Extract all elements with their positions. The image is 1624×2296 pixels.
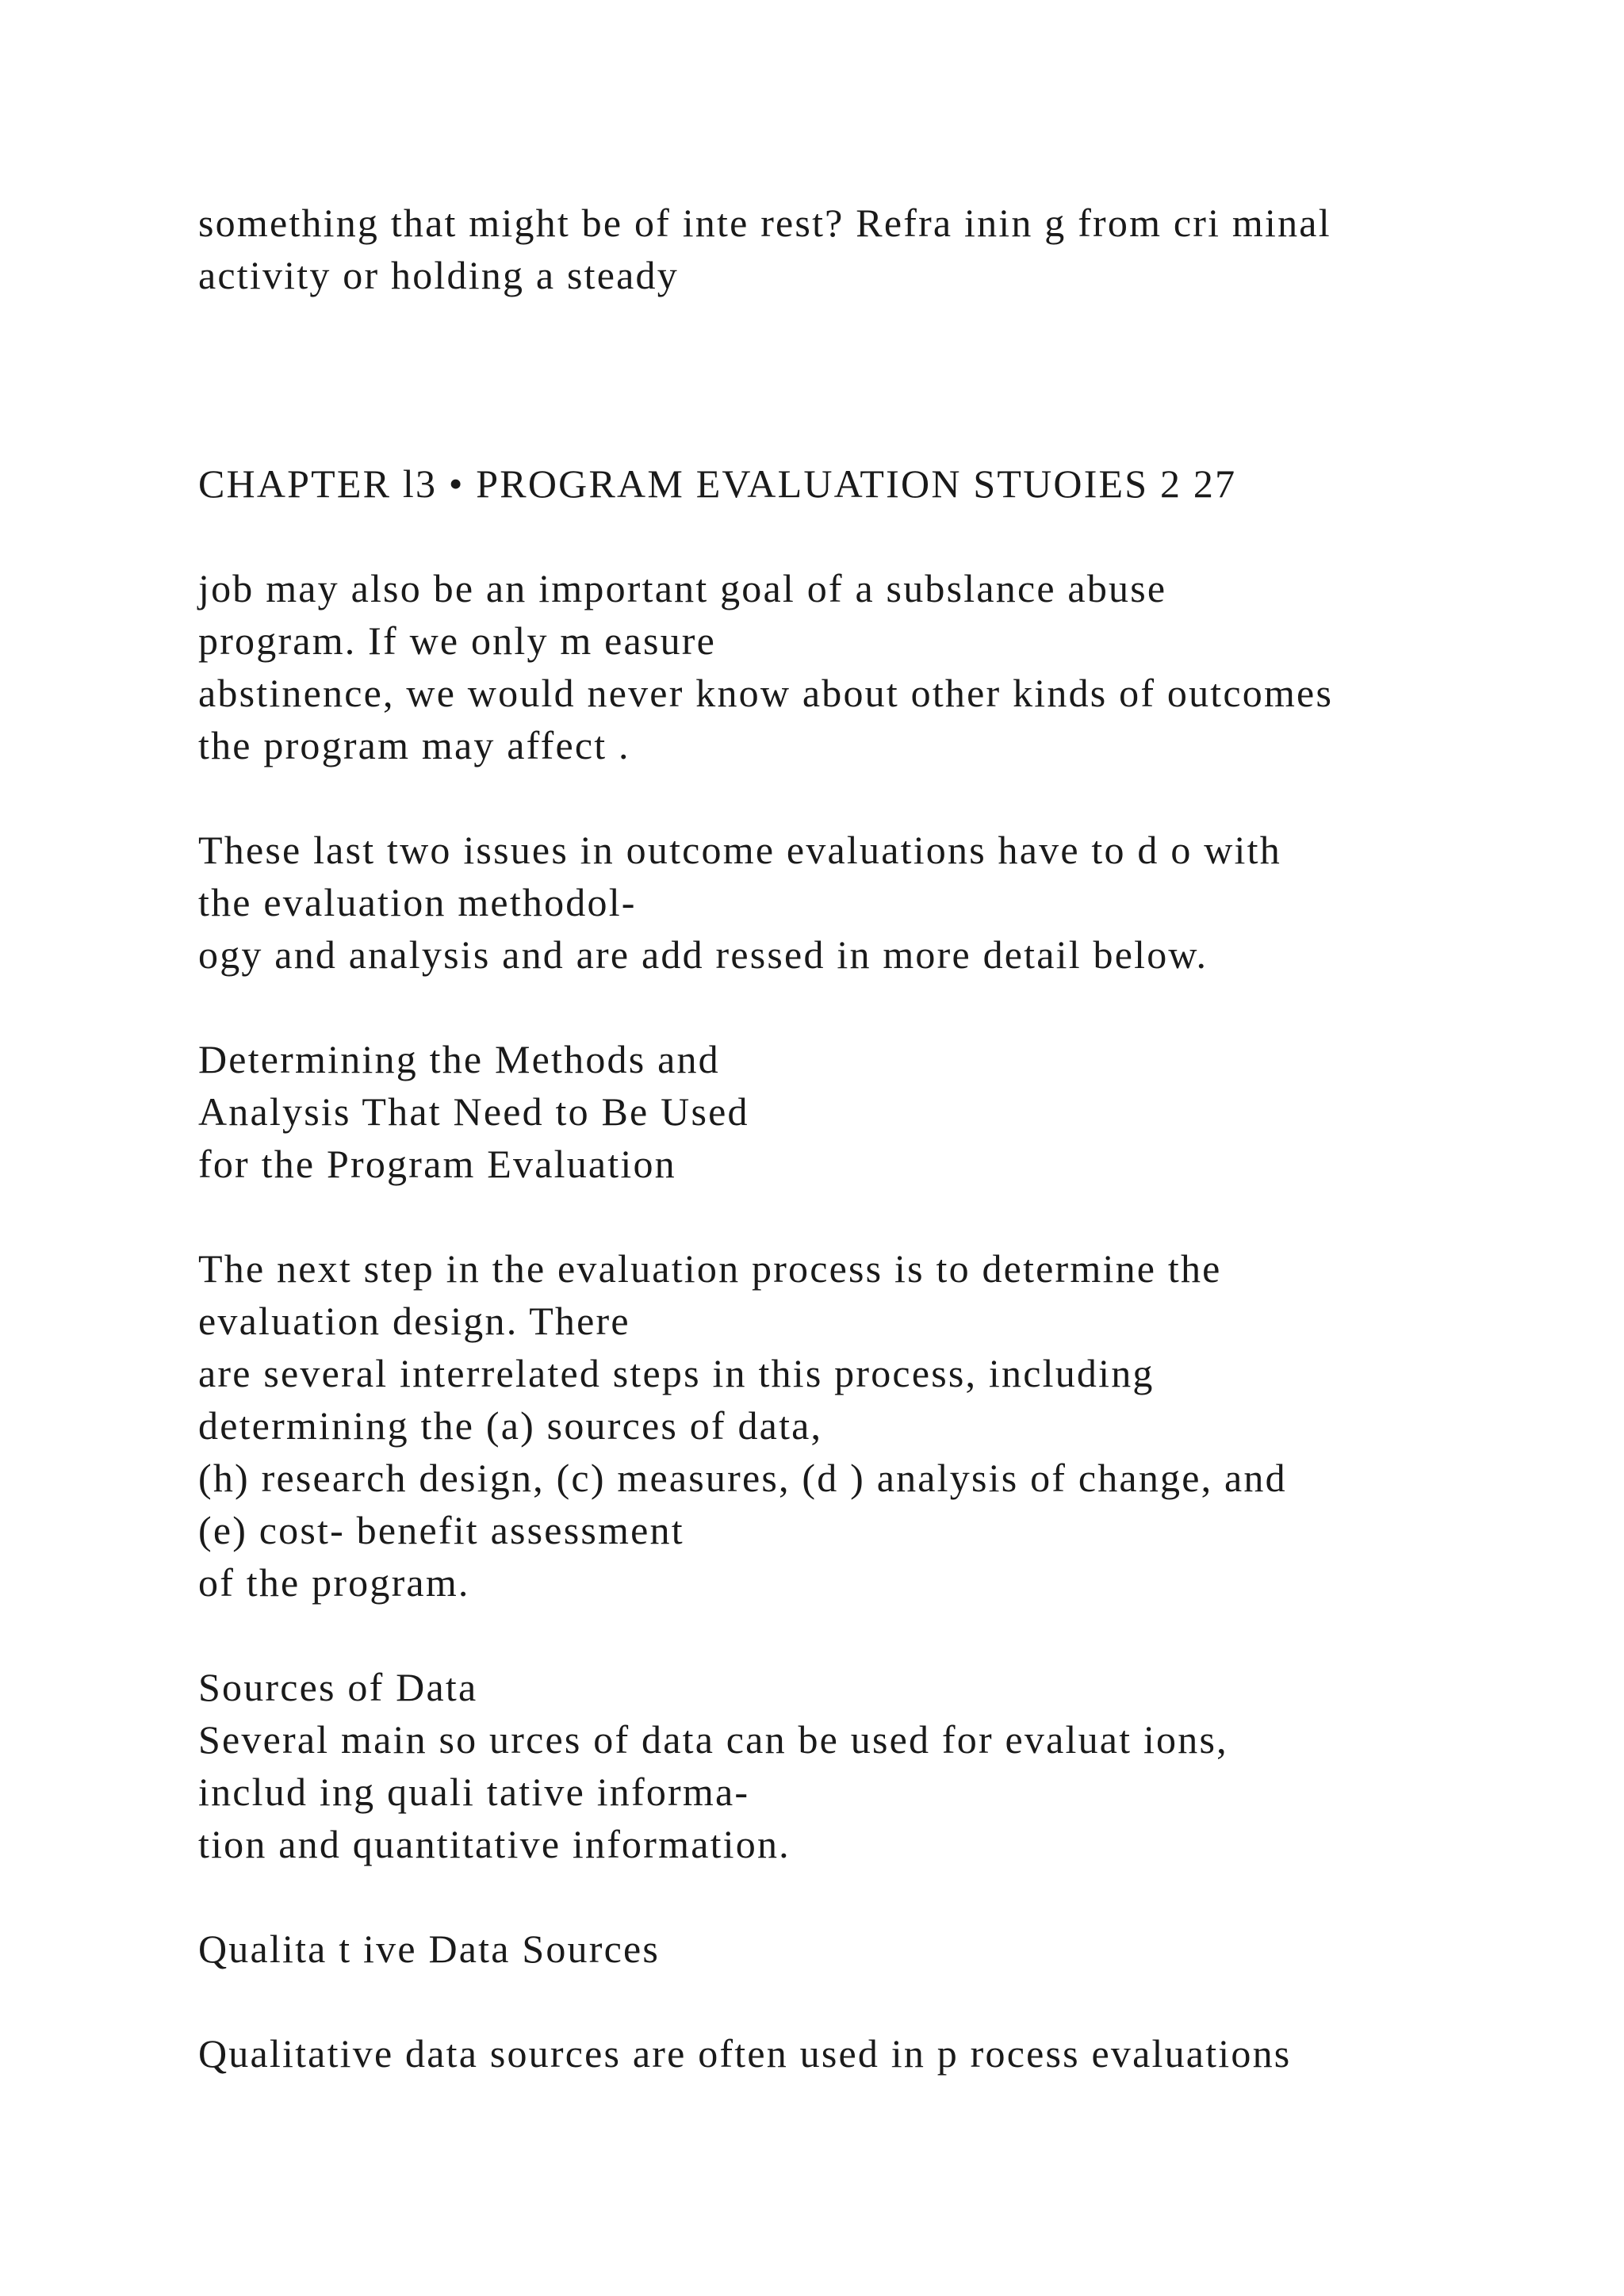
subsection-heading: Sources of Data [198,1665,478,1709]
text-line: (h) research design, (c) measures, (d ) analysis of change, and [198,1456,1287,1500]
text-line: of the program. [198,1560,470,1605]
text-line: the program may affect . [198,723,630,767]
text-line: includ ing quali tative informa- [198,1770,750,1814]
text-line: are several interrelated steps in this process, including [198,1351,1155,1395]
section-heading: Analysis That Need to Be Used [198,1089,749,1134]
chapter-header: CHAPTER l3 • PROGRAM EVALUATION STUOIES 2 27 [198,461,1237,506]
text-line: These last two issues in outcome evaluations have to d o with [198,828,1281,872]
text-line: determining the (a) sources of data, [198,1403,823,1448]
text-line: The next step in the evaluation process is to determine the [198,1246,1222,1291]
text-line: program. If we only m easure [198,618,717,663]
text-line: the evaluation methodol- [198,880,637,924]
text-line: activity or holding a steady [198,253,679,297]
text-line: job may also be an important goal of a subslance abuse [198,566,1167,610]
text-line: tion and quantitative information. [198,1822,791,1866]
text-line: Several main so urces of data can be used for evaluat ions, [198,1717,1228,1762]
section-heading: for the Program Evaluation [198,1142,676,1186]
text-line: Qualitative data sources are often used in p rocess evaluations [198,2031,1292,2076]
text-line: something that might be of inte rest? Refra inin g from cri minal [198,201,1331,245]
text-line: abstinence, we would never know about other kinds of outcomes [198,671,1334,715]
subsection-heading: Qualita t ive Data Sources [198,1927,661,1971]
text-line: (e) cost- benefit assessment [198,1508,684,1552]
section-heading: Determining the Methods and [198,1037,720,1081]
text-line: evaluation design. There [198,1299,630,1343]
text-line: ogy and analysis and are add ressed in more detail below. [198,932,1208,977]
